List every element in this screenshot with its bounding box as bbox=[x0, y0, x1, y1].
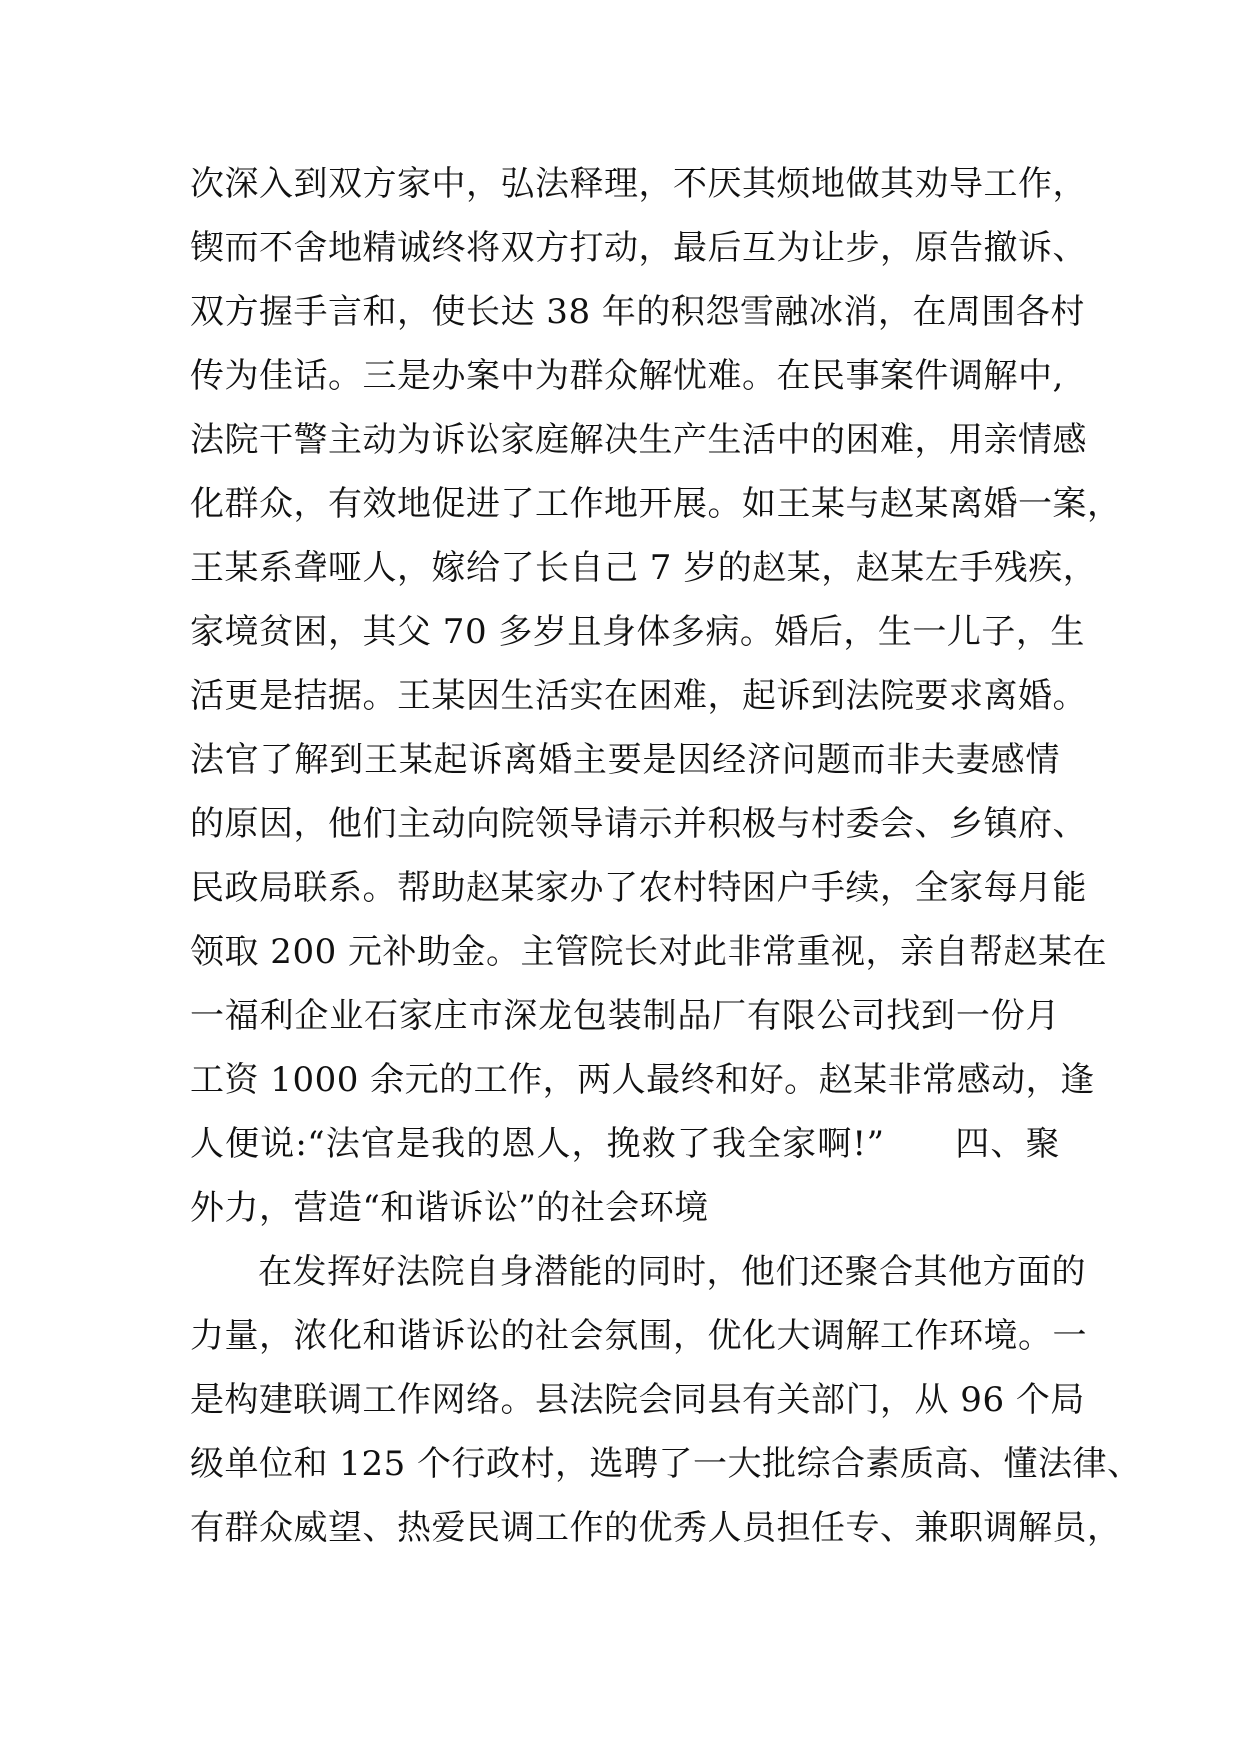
text-line: 级单位和 125 个行政村，选聘了一大批综合素质高、懂法律、 bbox=[190, 1444, 1142, 1484]
paragraph-first-line: 在发挥好法院自身潜能的同时，他们还聚合其他方面的 bbox=[258, 1252, 1086, 1292]
text-line: 有群众威望、热爱民调工作的优秀人员担任专、兼职调解员， bbox=[190, 1508, 1122, 1548]
text-line: 是构建联调工作网络。县法院会同县有关部门，从 96 个局 bbox=[190, 1380, 1085, 1420]
text-line: 双方握手言和，使长达 38 年的积怨雪融冰消，在周围各村 bbox=[190, 292, 1085, 332]
text-line: 力量，浓化和谐诉讼的社会氛围，优化大调解工作环境。一 bbox=[190, 1316, 1087, 1356]
text-line: 化群众，有效地促进了工作地开展。如王某与赵某离婚一案， bbox=[190, 484, 1122, 524]
text-line: 家境贫困，其父 70 多岁且身体多病。婚后，生一儿子，生 bbox=[190, 612, 1085, 652]
text-line: 活更是拮据。王某因生活实在困难，起诉到法院要求离婚。 bbox=[190, 676, 1087, 716]
section-heading-line: 外力，营造“和谐诉讼”的社会环境 bbox=[190, 1188, 709, 1228]
text-line: 锲而不舍地精诚终将双方打动，最后互为让步，原告撤诉、 bbox=[190, 228, 1087, 268]
body-text bbox=[190, 152, 1142, 1560]
text-line: 次深入到双方家中，弘法释理，不厌其烦地做其劝导工作， bbox=[190, 164, 1087, 204]
text-line: 传为佳话。三是办案中为群众解忧难。在民事案件调解中, bbox=[190, 356, 1064, 396]
text-line: 的原因，他们主动向院领导请示并积极与村委会、乡镇府、 bbox=[190, 804, 1087, 844]
text-line: 法院干警主动为诉讼家庭解决生产生活中的困难，用亲情感 bbox=[190, 420, 1087, 460]
text-line: 法官了解到王某起诉离婚主要是因经济问题而非夫妻感情 bbox=[190, 740, 1060, 780]
text-line: 民政局联系。帮助赵某家办了农村特困户手续，全家每月能 bbox=[190, 868, 1087, 908]
text-line: 一福利企业石家庄市深龙包装制品厂有限公司找到一份月 bbox=[190, 996, 1060, 1036]
text-line: 人便说:“法官是我的恩人，挽救了我全家啊!” 四、聚 bbox=[190, 1124, 1060, 1164]
text-line: 领取 200 元补助金。主管院长对此非常重视，亲自帮赵某在 bbox=[190, 932, 1108, 972]
text-line: 工资 1000 余元的工作，两人最终和好。赵某非常感动，逢 bbox=[190, 1060, 1095, 1100]
text-line: 王某系聋哑人，嫁给了长自己 7 岁的赵某，赵某左手残疾， bbox=[190, 548, 1098, 588]
